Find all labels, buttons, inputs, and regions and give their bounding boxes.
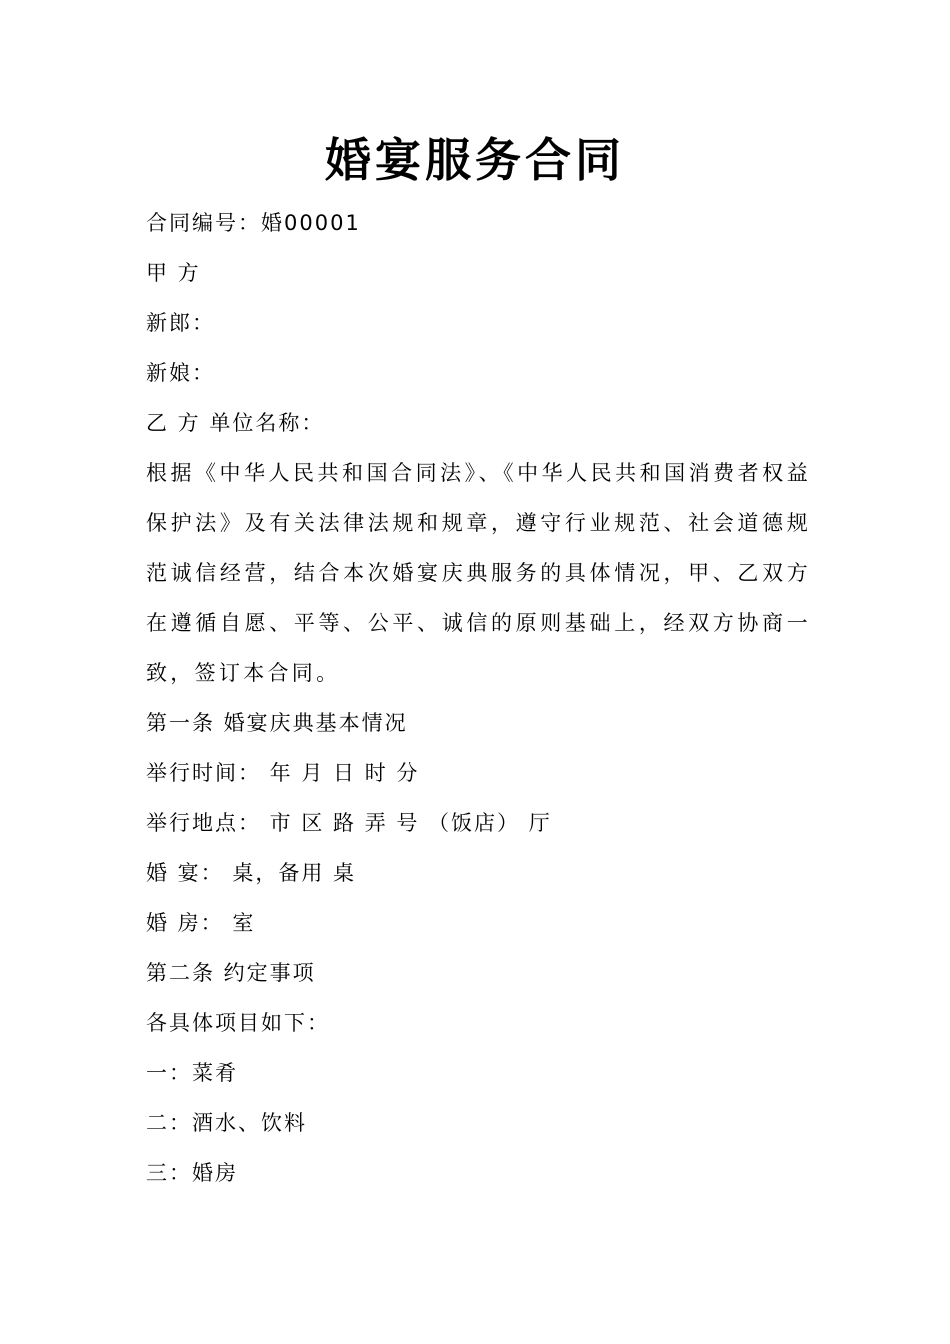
- groom-field: 新郎：: [146, 311, 215, 335]
- list-item-bridal-room: 三：婚房: [146, 1161, 238, 1185]
- contract-number: 合同编号：婚00001: [146, 211, 361, 235]
- list-item-dishes: 一：菜肴: [146, 1061, 238, 1085]
- bridal-room-field: 婚 房： 室: [146, 911, 256, 935]
- preamble-paragraph: 根据《中华人民共和国合同法》、《中华人民共和国消费者权益保护法》及有关法律法规和规章，遵守行业规范、社会道德规范诚信经营，结合本次婚宴庆典服务的具体情况，甲、乙双方在遵循自愿、平等、公平、诚信的原则基础上，经双方协商一致，签订本合同。: [146, 461, 811, 685]
- event-time-field: 举行时间： 年 月 日 时 分: [146, 761, 420, 785]
- banquet-tables-field: 婚 宴： 桌，备用 桌: [146, 861, 357, 885]
- list-item-drinks: 二：酒水、饮料: [146, 1111, 307, 1135]
- document-title: 婚宴服务合同: [325, 133, 625, 187]
- bride-field: 新娘：: [146, 361, 215, 385]
- contract-body: [146, 198, 811, 1198]
- article-1-heading: 第一条 婚宴庆典基本情况: [146, 711, 408, 735]
- party-a-label: 甲 方: [146, 261, 201, 285]
- party-b-field: 乙 方 单位名称：: [146, 411, 325, 435]
- items-intro: 各具体项目如下：: [146, 1011, 330, 1035]
- article-2-heading: 第二条 约定事项: [146, 961, 316, 985]
- event-place-field: 举行地点： 市 区 路 弄 号 （饭店） 厅: [146, 811, 552, 835]
